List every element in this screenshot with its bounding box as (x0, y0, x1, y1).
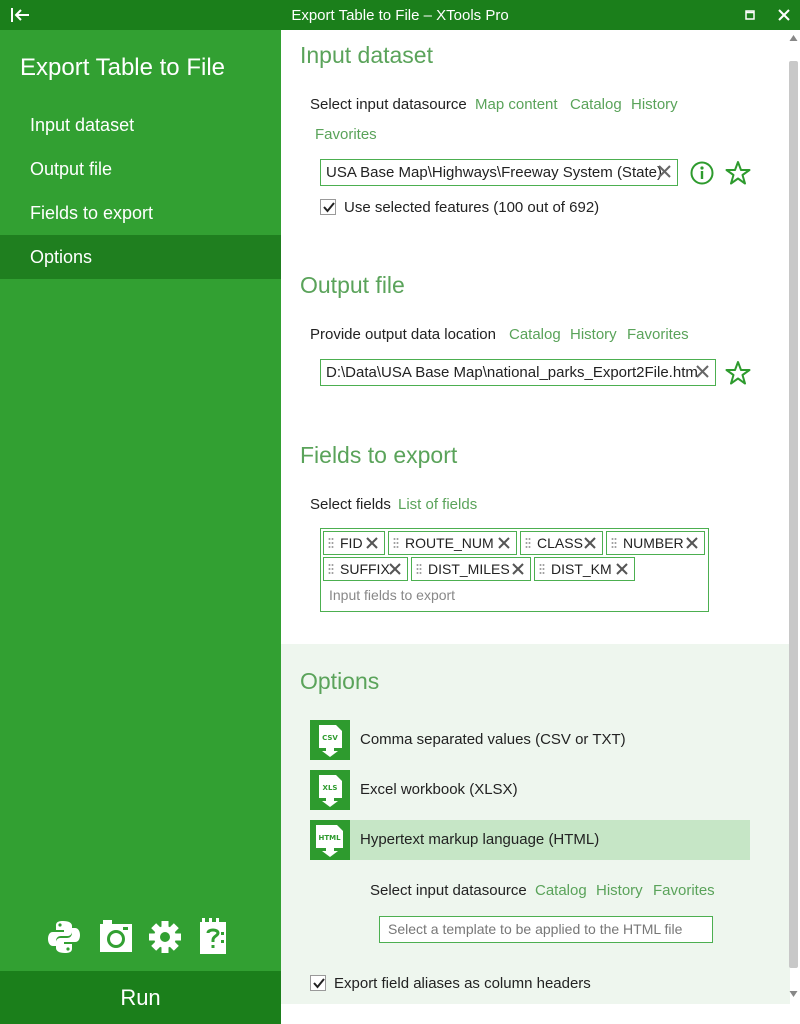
section-title-output-file: Output file (300, 272, 405, 298)
remove-field-icon[interactable] (512, 563, 524, 575)
clear-icon[interactable] (658, 165, 671, 178)
drag-handle-icon[interactable] (539, 563, 545, 575)
field-chip[interactable] (323, 531, 385, 555)
field-chip-label: SUFFIX (340, 561, 390, 577)
section-title-input-dataset: Input dataset (300, 42, 433, 68)
remove-field-icon[interactable] (498, 537, 510, 549)
field-chip-label: NUMBER (623, 535, 684, 551)
sidebar-tools (47, 918, 247, 958)
scrollbar-thumb[interactable] (789, 61, 798, 968)
format-label-xlsx: Excel workbook (XLSX) (360, 781, 518, 798)
drag-handle-icon[interactable] (328, 563, 334, 575)
template-history-link[interactable]: History (596, 882, 643, 899)
xls-file-icon (310, 770, 350, 810)
provide-output-label: Provide output data location (310, 326, 496, 343)
favorite-star-icon[interactable] (725, 360, 751, 386)
field-chip-label: DIST_KM (551, 561, 612, 577)
field-chip[interactable] (520, 531, 603, 555)
template-select-label: Select input datasource (370, 882, 527, 899)
remove-field-icon[interactable] (584, 537, 596, 549)
remove-field-icon[interactable] (366, 537, 378, 549)
map-content-link[interactable]: Map content (475, 96, 558, 113)
field-chip[interactable] (388, 531, 517, 555)
format-option-html[interactable] (310, 820, 750, 860)
main-panel (281, 30, 800, 1024)
field-chip-label: CLASS (537, 535, 583, 551)
gear-icon[interactable] (148, 918, 182, 956)
output-file-value: D:\Data\USA Base Map\national_parks_Export2File.htm (326, 364, 698, 381)
svg-text:CSV: CSV (322, 734, 338, 742)
favorite-star-icon[interactable] (725, 160, 751, 186)
export-aliases-label: Export field aliases as column headers (334, 975, 591, 992)
fields-input[interactable] (320, 528, 709, 612)
use-selected-label: Use selected features (100 out of 692) (344, 199, 600, 216)
svg-text:XLS: XLS (322, 784, 338, 792)
section-title-fields-to-export: Fields to export (300, 442, 458, 468)
drag-handle-icon[interactable] (328, 537, 334, 549)
python-icon[interactable] (47, 918, 81, 956)
history-link[interactable]: History (631, 96, 678, 113)
sidebar-item-fields-to-export[interactable]: Fields to export (30, 203, 154, 223)
field-chip[interactable] (606, 531, 705, 555)
window-title: Export Table to File – XTools Pro (291, 7, 509, 24)
output-history-link[interactable]: History (570, 326, 617, 343)
list-of-fields-link[interactable]: List of fields (398, 496, 478, 513)
options-panel (281, 644, 790, 1004)
csv-file-icon (310, 720, 350, 760)
field-chip[interactable] (411, 557, 531, 581)
format-label-html: Hypertext markup language (HTML) (360, 831, 600, 848)
drag-handle-icon[interactable] (416, 563, 422, 575)
drag-handle-icon[interactable] (393, 537, 399, 549)
scroll-up-icon[interactable] (789, 34, 798, 42)
use-selected-checkbox[interactable] (320, 199, 336, 215)
title-bar (0, 0, 800, 30)
format-option-csv[interactable] (310, 720, 750, 760)
select-fields-label: Select fields (310, 496, 391, 513)
output-catalog-link[interactable]: Catalog (509, 326, 561, 343)
clear-icon[interactable] (696, 365, 709, 378)
sidebar-item-options[interactable]: Options (0, 235, 281, 279)
format-label-csv: Comma separated values (CSV or TXT) (360, 731, 626, 748)
template-catalog-link[interactable]: Catalog (535, 882, 587, 899)
fields-placeholder: Input fields to export (329, 587, 456, 603)
section-title-options: Options (300, 668, 380, 694)
field-chip[interactable] (323, 557, 408, 581)
restore-icon[interactable] (740, 5, 760, 25)
remove-field-icon[interactable] (389, 563, 401, 575)
select-input-datasource-label: Select input datasource (310, 96, 467, 113)
sidebar-item-output-file[interactable]: Output file (30, 159, 113, 179)
help-book-icon[interactable] (197, 918, 231, 956)
field-chip[interactable] (534, 557, 635, 581)
field-chip-label: ROUTE_NUM (405, 535, 494, 551)
sidebar (0, 30, 281, 1024)
info-icon[interactable] (689, 160, 715, 186)
input-dataset-field[interactable] (320, 159, 678, 186)
template-favorites-link[interactable]: Favorites (653, 882, 715, 899)
drag-handle-icon[interactable] (611, 537, 617, 549)
remove-field-icon[interactable] (686, 537, 698, 549)
field-chip-label: DIST_MILES (428, 561, 510, 577)
field-chip-label: FID (340, 535, 363, 551)
svg-text:HTML: HTML (318, 834, 341, 842)
export-aliases-checkbox[interactable] (310, 975, 326, 991)
input-dataset-value: USA Base Map\Highways\Freeway System (State) (326, 164, 662, 181)
remove-field-icon[interactable] (616, 563, 628, 575)
template-input[interactable]: Select a template to be applied to the HTML file (379, 916, 713, 943)
catalog-link[interactable]: Catalog (570, 96, 622, 113)
html-file-icon (310, 820, 350, 860)
output-file-field[interactable] (320, 359, 716, 386)
output-favorites-link[interactable]: Favorites (627, 326, 689, 343)
run-button[interactable]: Run (0, 971, 281, 1024)
format-option-xlsx[interactable] (310, 770, 750, 810)
favorites-link[interactable]: Favorites (315, 126, 377, 143)
camera-icon[interactable] (99, 918, 133, 956)
scroll-down-icon[interactable] (789, 990, 798, 998)
sidebar-item-input-dataset[interactable]: Input dataset (30, 115, 135, 135)
close-icon[interactable] (774, 5, 794, 25)
drag-handle-icon[interactable] (525, 537, 531, 549)
sidebar-heading: Export Table to File (20, 54, 225, 81)
vertical-scrollbar[interactable] (786, 30, 800, 1024)
